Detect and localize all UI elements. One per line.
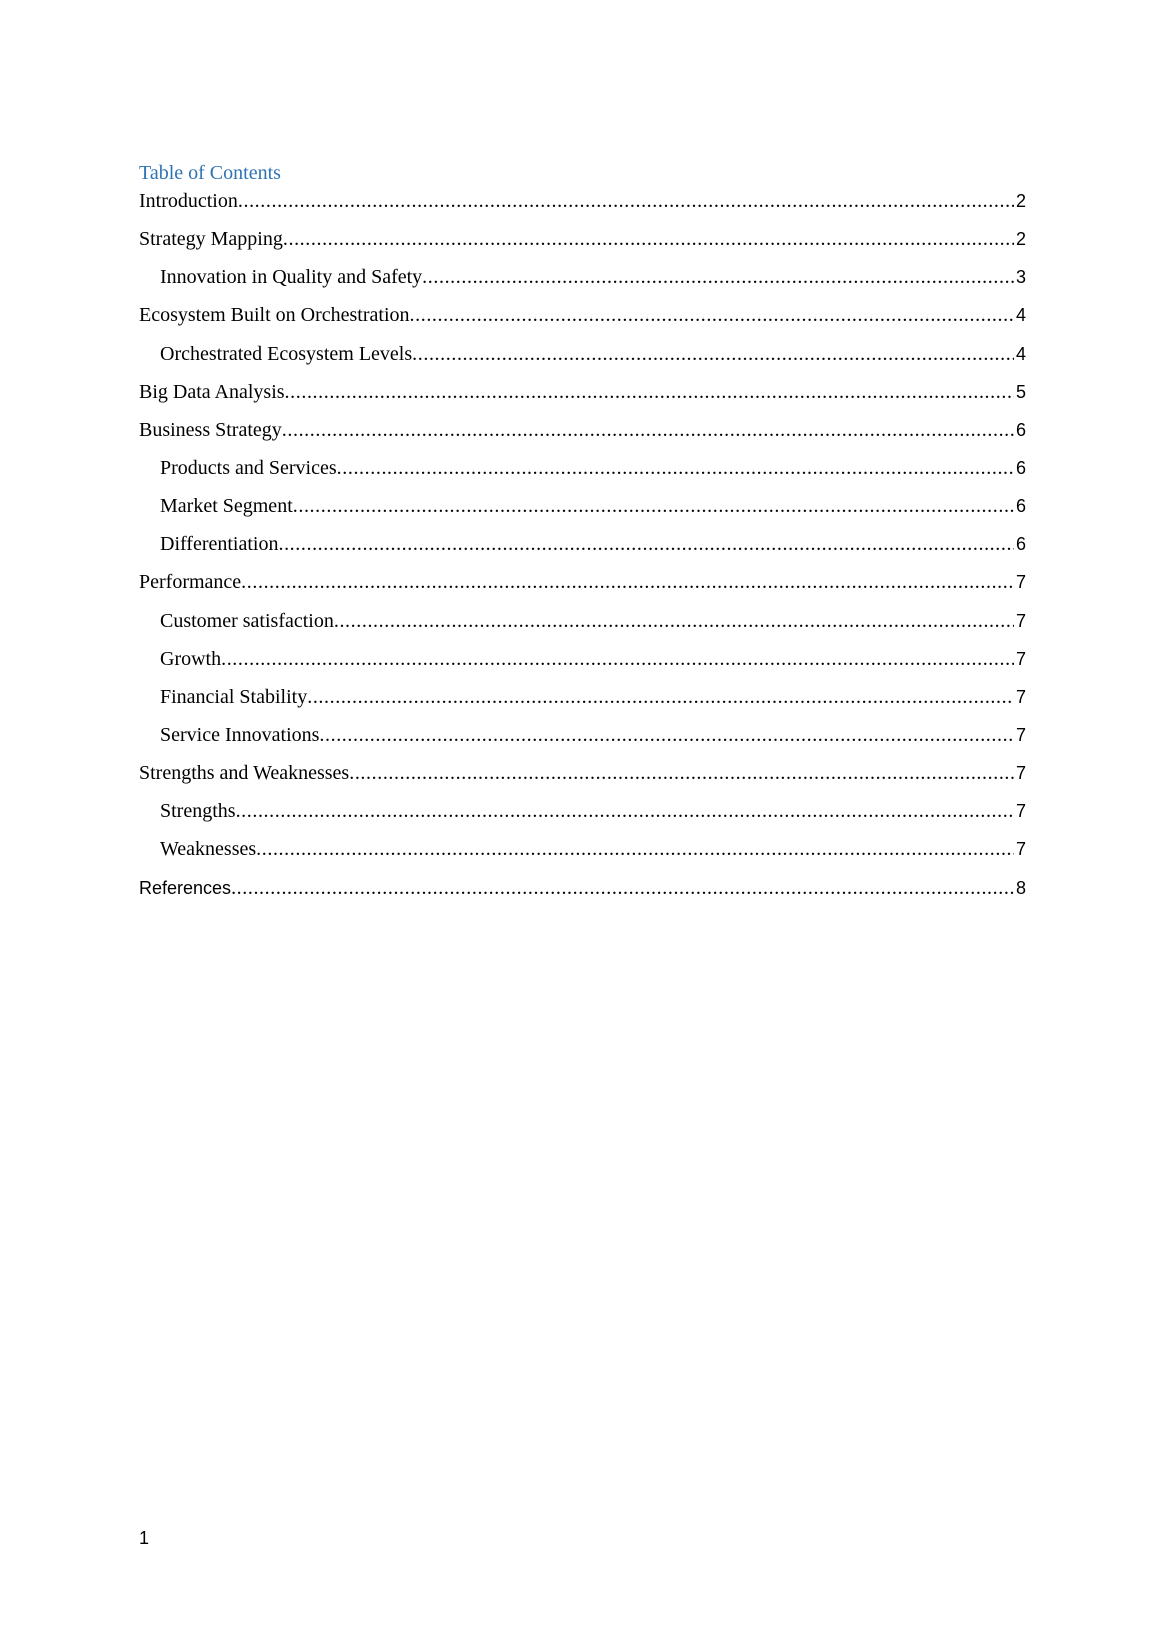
toc-entry-page-number: 7 [1015,610,1026,631]
toc-entry-strengths-weaknesses[interactable] [139,761,1026,799]
toc-entry-page-number: 5 [1015,381,1026,402]
toc-entry-title: Service Innovations [160,723,320,746]
toc-entry-page-number: 3 [1015,267,1026,288]
toc-dot-leader [410,303,1014,327]
toc-entry-service-innovations[interactable] [139,723,1026,761]
toc-entry-title: Performance [139,571,242,594]
toc-dot-leader [282,418,1014,442]
toc-entry-products-services[interactable] [139,456,1026,494]
toc-entry-title: Growth [160,647,222,670]
page-footer-number: 1 [139,1528,150,1548]
toc-entry-references[interactable] [139,876,1026,914]
toc-entry-title: Customer satisfaction [160,609,334,632]
toc-entry-growth[interactable] [139,647,1026,685]
toc-entry-title: Differentiation [160,533,279,556]
toc-entry-ecosystem-orchestration[interactable] [139,303,1026,341]
toc-entry-title: Market Segment [160,495,293,518]
toc-entry-page-number: 7 [1015,839,1026,860]
toc-entry-title: Orchestrated Ecosystem Levels [160,342,413,365]
toc-entry-performance[interactable] [139,570,1026,608]
toc-dot-leader [349,761,1014,785]
toc-entry-title: Business Strategy [139,418,282,441]
toc-entry-title: Products and Services [160,456,337,479]
toc-entry-page-number: 7 [1015,763,1026,784]
toc-entry-page-number: 7 [1015,686,1026,707]
toc-entry-title: Introduction [139,190,238,212]
toc-entry-orchestrated-ecosystem-levels[interactable] [139,342,1026,380]
toc-entry-page-number: 6 [1015,534,1026,555]
toc-entry-page-number: 6 [1015,419,1026,440]
toc-entry-big-data-analysis[interactable] [139,380,1026,418]
toc-entry-page-number: 7 [1015,801,1026,822]
toc-entry-page-number: 4 [1015,305,1026,326]
toc-heading: Table of Contents [139,162,281,184]
toc-entry-title: Financial Stability [160,685,308,708]
toc-entry-title: Innovation in Quality and Safety [160,266,423,289]
toc-entry-title: Big Data Analysis [139,380,285,403]
toc-entry-title: Strengths and Weaknesses [139,762,350,785]
toc-entry-title: Ecosystem Built on Orchestration [139,304,410,327]
toc-dot-leader [221,647,1014,671]
toc-list [139,189,1026,914]
toc-entry-differentiation[interactable] [139,532,1026,570]
toc-entry-page-number: 4 [1015,343,1026,364]
toc-entry-strategy-mapping[interactable] [139,227,1026,265]
toc-dot-leader [334,609,1014,633]
toc-entry-financial-stability[interactable] [139,685,1026,723]
toc-entry-page-number: 2 [1015,229,1026,250]
toc-dot-leader [238,189,1014,213]
toc-dot-leader [231,876,1014,900]
toc-dot-leader [241,570,1014,594]
toc-dot-leader [285,380,1014,404]
toc-entry-title: Weaknesses [160,838,257,861]
toc-entry-strengths[interactable] [139,799,1026,837]
toc-entry-page-number: 7 [1015,572,1026,593]
toc-entry-page-number: 7 [1015,724,1026,745]
toc-dot-leader [319,723,1014,747]
toc-dot-leader [337,456,1014,480]
toc-entry-business-strategy[interactable] [139,418,1026,456]
toc-dot-leader [236,799,1014,823]
toc-entry-introduction[interactable] [139,189,1026,227]
toc-entry-market-segment[interactable] [139,494,1026,532]
toc-entry-customer-satisfaction[interactable] [139,609,1026,647]
toc-dot-leader [412,342,1014,366]
toc-dot-leader [278,532,1014,556]
toc-entry-page-number: 2 [1015,191,1026,211]
toc-entry-weaknesses[interactable] [139,837,1026,875]
toc-entry-title: Strategy Mapping [139,228,283,251]
toc-dot-leader [307,685,1014,709]
toc-entry-title: References [139,877,232,898]
toc-entry-page-number: 8 [1015,877,1026,898]
toc-entry-page-number: 6 [1015,457,1026,478]
toc-entry-innovation-quality-safety[interactable] [139,265,1026,303]
toc-entry-page-number: 6 [1015,496,1026,517]
toc-entry-title: Strengths [160,800,236,823]
toc-dot-leader [256,837,1014,861]
toc-dot-leader [283,227,1014,251]
toc-entry-page-number: 7 [1015,648,1026,669]
toc-dot-leader [422,265,1014,289]
toc-dot-leader [293,494,1014,518]
